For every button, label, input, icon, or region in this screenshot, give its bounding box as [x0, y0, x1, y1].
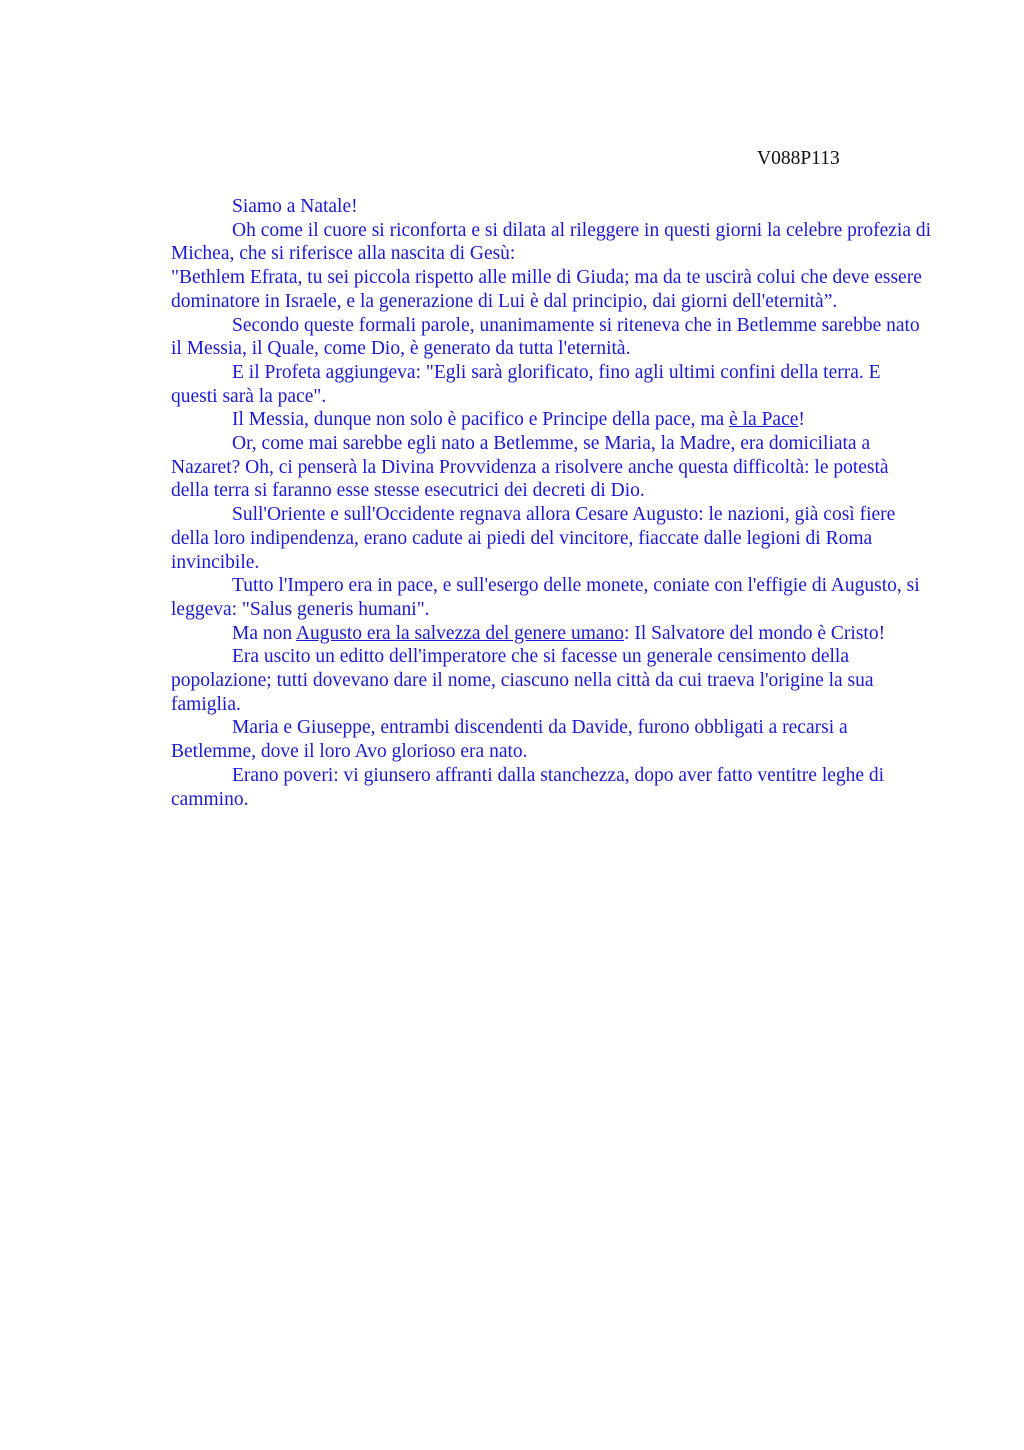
paragraph	[171, 408, 931, 432]
underlined-text: è la Pace	[729, 409, 799, 431]
paragraph: Erano poveri: vi giunsero affranti dalla stanchezza, dopo aver fatto ventitre leghe di cammino.	[171, 764, 885, 810]
paragraph	[171, 622, 931, 646]
paragraph: Or, come mai sarebbe egli nato a Betlemme, se Maria, la Madre, era domiciliata a Nazaret? Oh, ci penserà la Divina Provvidenza a risolvere anche questa difficoltà: le potestà della terra si faranno esse stesse esecutrici dei decreti di Dio.	[171, 433, 889, 502]
paragraph: Tutto l'Impero era in pace, e sull'esergo delle monete, coniate con l'effigie di Augusto, si leggeva: "Salus generis humani".	[171, 575, 920, 620]
page-code: V088P113	[757, 148, 840, 169]
paragraph: Sull'Oriente e sull'Occidente regnava allora Cesare Augusto: le nazioni, già così fiere della loro indipendenza, erano cadute ai piedi del vincitore, fiaccate dalle legioni di Roma invincibile.	[171, 504, 896, 573]
paragraph: Secondo queste formali parole, unanimamente si riteneva che in Betlemme sarebbe nato il Messia, il Quale, come Dio, è generato da tutta l'eternità.	[171, 314, 920, 360]
body-text	[171, 195, 931, 811]
paragraph: Siamo a Natale!	[232, 196, 358, 217]
quotation-paragraph: "Bethlem Efrata, tu sei piccola rispetto alle mille di Giuda; ma da te uscirà colui che deve essere dominatore in Israele, e la generazione di Lui è dal principio, dai giorni dell'eternità”.	[171, 267, 922, 312]
underlined-text: Augusto era la salvezza del genere umano	[295, 622, 625, 644]
text-run: Ma non	[232, 622, 296, 644]
text-run: Il Messia, dunque non solo è pacifico e Principe della pace, ma	[232, 409, 730, 431]
text-run: !	[798, 409, 805, 431]
paragraph: Oh come il cuore si riconforta e si dilata al rileggere in questi giorni la celebre profezia di Michea, che si riferisce alla nascita di Gesù:	[171, 219, 932, 265]
paragraph: E il Profeta aggiungeva: "Egli sarà glorificato, fino agli ultimi confini della terra. E questi sarà la pace".	[171, 361, 881, 407]
paragraph: Era uscito un editto dell'imperatore che si facesse un generale censimento della popolazione; tutti dovevano dare il nome, ciascuno nella città da cui traeva l'origine la sua famiglia.	[171, 646, 874, 715]
paragraph: Maria e Giuseppe, entrambi discendenti da Davide, furono obbligati a recarsi a Betlemme, dove il loro Avo glorioso era nato.	[171, 717, 848, 763]
text-run: : Il Salvatore del mondo è Cristo!	[624, 622, 886, 644]
